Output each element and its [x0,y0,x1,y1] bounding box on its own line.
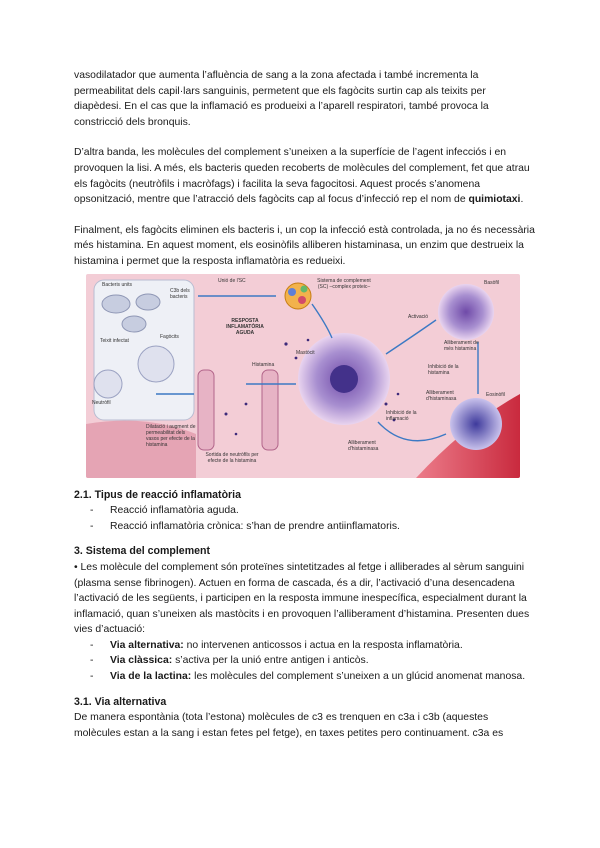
pathway-list [74,638,536,685]
label-unio-sc: Unió de l'SC [218,277,246,284]
capillary-shape [262,370,278,450]
label-alliberament-histaminasa: Alliberament d'histaminasa [348,439,379,452]
list-item: - Reacció inflamatòria crònica: s’han de prendre antiinflamatoris. [74,519,536,535]
label-neutrofil: Neutròfil [92,399,111,406]
section-tipus-reaccio [74,488,536,535]
paragraph-complement-text: D’altra banda, les molècules del complement s’uneixen a la superfície de l’agent infecciós i en provoquen la lisi. A més, els bacteris queden recoberts de molècules del complement, fet que atrau els fagòcits (neutròfils i macròfags) i facilita la seva fagocitosi. Aquest procés s’anomena opsonització, mentre que l’atracció dels fagòcits cap al focus d’infecció rep el nom de [74,147,530,206]
section-text: De manera espontània (tota l’estona) molècules de c3 es trenquen en c3a i c3b (aquestes molècules estan a la sang i estan fetes pel fetge), en taxes petites pero continuament. c3a es [74,712,504,739]
pathway-label: Via alternativa: [110,639,184,651]
section-sistema-complement [74,544,536,684]
complement-shape [285,283,311,309]
label-inhibicio-inflamacio: Inhibició de la inflamació [386,409,417,422]
paragraph-vasodilatador: vasodilatador que aumenta l’afluència de sang a la zona afectada i també incrementa la permeabilitat dels capil·lars sanguinis, permetent que els fagòcits surtin cap als teixits per diapèdesi. En el cas que la inflamació es produeixi a l’aparell respiratori, també provoca la constricció dels bronquis. [74,70,489,128]
section-title: 3.1. Via alternativa [74,695,167,708]
section-title: 3. Sistema del complement [74,545,211,558]
inflammation-diagram [86,274,520,478]
mastocyte-nucleus [330,365,358,393]
list-item [74,669,536,685]
label-basofil: Basòfil [484,279,500,286]
label-histamina: Histamina [252,361,275,368]
label-inhibicio-histamina: Inhibició de la histamina [428,363,459,376]
capillary-shape [198,370,214,450]
label-sortida: Sortida de neutròfils per efecte de la histamina [205,451,259,464]
pathway-label: Via de la lactina: [110,671,192,683]
label-bacteris: Bacteris units [102,281,133,288]
pathway-text: no intervenen anticossos i actua en la resposta inflamatòria. [183,639,463,651]
label-alliberament-histaminasa-2: Alliberament d'histaminasa [426,389,457,402]
pathway-text: les molècules del complement s’uneixen a un glúcid anomenat manosa. [191,671,526,683]
label-dilatacio: Dilatació i augment de permeabilitat dels vasos per efecte de la histamina [146,423,196,448]
bacterium-shape [136,294,160,310]
label-mastocit: Mastòcit [296,349,315,356]
eosinophil-shape [450,398,502,450]
label-histamina-surt: Alliberament de més histamina [444,339,479,352]
section-intro: • Les molècule del complement són proteïnes sintetitzades al fetge i alliberades al sèrum sanguini (plasma sense fibrinogen). Actuen en forma de cascada, és a dir, l’activació d’una desencadena l’activació de les següents, i participen en la resposta immune inespecífica, especialment durant la inflamació, quan s’uneixen als mastòcits i en provoquen l’alliberament d’histamina. Presenten dues vies d’actuació: [74,561,530,636]
bacterium-shape [122,316,146,332]
neutrophil-shape [94,370,122,398]
label-c3b: C3b dels bacteris [170,287,190,300]
paragraph-histaminasa: Finalment, els fagòcits eliminen els bacteris i, un cop la infecció està controlada, ja no és necessària més histamina. En aquest moment, els eosinòfils alliberen histaminasa, un enzim que destrueix la histamina i permet que la resposta inflamatòria es redueixi. [74,224,535,267]
label-eosinofil: Eosinòfil [486,391,505,398]
label-fagocits: Fagòcits [160,333,179,340]
section-via-alternativa [74,695,536,742]
pathway-label: Via clàssica: [110,655,173,667]
list-item: - Reacció inflamatòria aguda. [74,503,536,519]
list-item [74,653,536,669]
pathway-text: s’activa per la unió entre antigen i anticòs. [172,655,369,667]
list-item [74,638,536,654]
label-resposta: RESPOSTA INFLAMATÒRIA AGUDA [226,317,264,336]
label-sistema-complement: Sistema de complement (SC) –complex proteic– [317,277,371,290]
label-teixit: Teixit infectat [100,337,129,344]
paragraph-complement [74,145,536,207]
document-page [74,68,536,741]
paragraph-complement-end: . [520,194,524,206]
term-quimiotaxi: quimiotaxi [468,194,521,206]
section-title: 2.1. Tipus de reacció inflamatòria [74,488,242,501]
reaction-list [74,503,536,534]
phagocyte-shape [138,346,174,382]
bacterium-shape [102,295,130,313]
basophil-shape [438,284,494,340]
label-activacio: Activació [408,313,429,320]
